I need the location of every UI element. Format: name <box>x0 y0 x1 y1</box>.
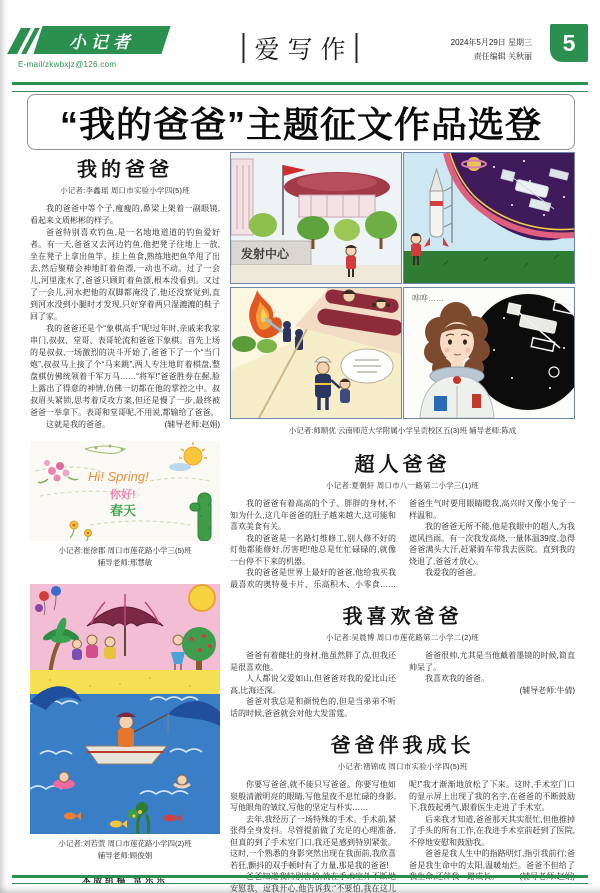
paragraph: 我的爸爸还是个“象棋高手”呢!过年时,亲戚来我家串门,叔叔、堂哥、表哥轮流和爸爸下象棋。首先上场的是叔叔,一场激烈的决斗开始了,爸爸下了一个“当门炮”,叔叔马上接了个“马来跳”,两人专注地盯着棋盘,整盘棋仿佛统领着千军万马……“将军!”爸爸胜券在握,脸上露出了得意的神情,仿佛一切都在他的掌控之中。叔叔眉头紧锁,思考着反攻方案,但还是慢了一步,最终被爸爸一举拿下。表哥和堂哥呢,不用说,都输给了爸爸。 <box>30 324 220 417</box>
comic-grid <box>230 152 575 419</box>
spring-drawing <box>30 441 220 541</box>
editor-credit: 责任编辑 关秋丽 <box>473 52 532 62</box>
teacher-credit: (辅导老师:牛倩) <box>519 685 575 695</box>
paragraph: 爸爸特别喜欢钓鱼,是一名地地道道的钓鱼爱好者。有一天,爸爸又去河边钓鱼,他把凳子往地上一放,坐在凳子上拿出鱼竿、挂上鱼食,熟练地把鱼竿甩了出去,然后聚精会神地盯着鱼漂,一动也不动。过了一会儿,河里涨水了,爸爸只顾盯着鱼漂,根本没看到。又过了一会儿,河水把他的双脚都淹没了,他还没察觉到,直到河水没到小腿时才发现,只好穿着两只湿漉漉的鞋子回了家。 <box>30 228 220 321</box>
paragraph: 爸爸有着健壮的身材,他虽然胖了点,但我还是很喜欢他。 <box>230 651 396 672</box>
spring-text-en: Hi! Spring! <box>88 469 149 484</box>
paragraph: 人人都说父爱如山,但爸爸对我的爱比山还高,比海还深。 <box>230 674 396 695</box>
section-title-text: 爱写作 <box>254 36 354 64</box>
left-column <box>30 153 220 886</box>
article-my-father <box>30 153 220 431</box>
main-headline: “我的爸爸”主题征文作品选登 <box>59 103 542 145</box>
divider-bar <box>356 33 358 63</box>
article-title: 爸爸伴我成长 <box>330 735 475 757</box>
comic-panel-firefighter <box>230 287 402 419</box>
paragraph: 后来我才知道,爸爸那天其实很忙,但他推掉了手头的所有工作,在我进手术室前赶到了医院,不停地安慰和鼓励我。 <box>409 814 575 847</box>
paragraph: 爸爸很帅,尤其是当他戴着墨镜的时候,简直帅呆了。 <box>409 651 575 672</box>
beach-drawing-figure <box>30 584 220 861</box>
article-body <box>30 203 220 431</box>
closing-line <box>30 419 220 431</box>
spring-drawing-figure <box>30 441 220 568</box>
paragraph: 我爱我的爸爸。 <box>425 568 481 577</box>
article-title: 我喜欢爸爸 <box>342 606 463 628</box>
article-body <box>230 498 575 590</box>
masthead <box>12 24 588 76</box>
comic-panel-launch-center <box>230 152 402 284</box>
article-byline: 小记者:夏朝轩 周口市八一路第二小学三(1)班 <box>326 481 479 490</box>
paragraph: 我喜欢我的爸爸。 <box>425 674 489 683</box>
article-i-like-father <box>230 600 575 719</box>
wall-text: 发射中心 <box>241 247 290 261</box>
article-superman-father <box>230 448 575 590</box>
article-title: 我的爸爸 <box>77 159 173 181</box>
article-title: 超人爸爸 <box>354 454 451 476</box>
comic-caption: 小记者:师顺优 云南师范大学附属小学呈贡校区五(3)班 辅导老师:陈成 <box>288 426 517 435</box>
footer-rule <box>12 875 588 884</box>
paragraph: 爸爸对我总是和颜悦色的,但是当弟弟不听话的时候,爸爸就会对他大发雷霆。 <box>230 697 396 718</box>
right-column <box>230 152 575 893</box>
dateline <box>451 36 532 65</box>
figure-caption: 小记者:刘若萱 周口市莲花路小学四(2)班 辅导老师:顾俊娟 <box>58 839 192 860</box>
paragraph: 爸爸是我人生中的指路明灯,指引我前行;爸爸是我生命中的太阳,温暖灿烂。爸爸不但给了我生命,还伴我一路成长。 (辅导老师:赵娟) <box>409 849 575 881</box>
spring-text-hello: 你好! <box>110 489 136 501</box>
header-rule <box>12 82 588 92</box>
page-organizer-credit: 本版组稿 常乐乐 <box>82 874 168 885</box>
teacher-credit: (辅导老师:赵娟) <box>519 872 575 881</box>
article-byline: 小记者:褚锦成 周口市实验小学四(5)班 <box>337 762 468 771</box>
beach-drawing <box>30 584 220 834</box>
spring-text-season: 春天 <box>110 503 137 518</box>
article-byline: 小记者:吴晨博 周口市莲花路第二小学二(2)班 <box>326 633 479 642</box>
sun-icon <box>189 585 215 611</box>
teacher-credit: (辅导老师:赵娟) <box>164 420 220 429</box>
masthead-title: 小记者 <box>69 32 135 52</box>
paragraph: 去年,我经历了一场特殊的手术。手术前,紧张得全身发抖。尽管提前做了充足的心理准备,但真的到了手术室门口,我还是感到特别紧张。这时,一个熟悉的身影突然出现在我面前,我欣喜若狂,颤抖的双手顿时有了力量,那是我的爸爸! <box>230 814 396 870</box>
paragraph: 爸爸知道我特别害怕,就在手术室外不断地安慰我、逗我开心,他告诉我:“不要怕,我在这儿呢!”我才渐渐地放松了下来。这时,手术室门口的显示屏上出现了我的名字,在爸爸的不断鼓励下,我鼓起勇气,跟着医生走进了手术室。 <box>230 780 575 893</box>
comic-panel-rocket-launch <box>403 152 575 284</box>
issue-date: 2024年5月29日 星期三 <box>450 38 532 47</box>
headline-box <box>27 94 575 150</box>
page-number-badge: 5 <box>550 24 588 62</box>
paragraph: 我的爸爸是一名路灯维修工,别人修不好的灯他都能修好,厉害吧!他总是忙忙碌碌的,就像一台停不下来的机器。 <box>230 533 396 566</box>
sound-effect-text: 哗哗…… <box>412 294 444 303</box>
paragraph: 我的爸爸有着高高的个子、胖胖的身材,不知为什么,这几年爸爸的肚子越来越大,这可能和喜欢美食有关。 <box>230 499 396 531</box>
speech-bubble <box>341 349 393 383</box>
closing-text: 这就是我的爸爸。 <box>46 420 110 429</box>
comic-figure <box>230 152 575 436</box>
paragraph: 我的爸爸是世界上最好的爸爸,他给我买我最喜欢的奥特曼卡片、乐高积木、小零食……爸爸生气时要用眼睛瞪我,高兴时又像小兔子一样温和。 <box>230 499 575 589</box>
article-byline: 小记者:李鑫瑶 周口市实验小学四(5)班 <box>60 186 190 195</box>
article-body <box>230 650 575 719</box>
comic-panel-astronaut <box>403 287 575 419</box>
paragraph: 我的爸爸无所不能,他是我眼中的超人,为我遮风挡雨。有一次我发高烧,一量体温39度,急得爸爸满头大汗,赶紧骑车带我去医院。直到我的烧退了,爸爸才放心。 <box>409 522 575 566</box>
section-title <box>242 30 357 66</box>
masthead-logo <box>33 26 170 54</box>
paragraph: 我的爸爸中等个子,瘦瘦的,鼻梁上架着一副眼镜,看起来文质彬彬的样子。 <box>30 204 220 225</box>
figure-caption: 小记者:崔徐郡 周口市莲花路小学三(5)班 辅导老师:邢慧敏 <box>58 546 192 567</box>
paragraph: 你要写爸爸,就不能只写爸爸。你要写他如泉般清澈明亮的眼睛,写他星夜不息忙碌的身影,写他眼角的皱纹,写他的坚定与朴实…… <box>230 780 396 812</box>
article-father-grows-with-me <box>230 729 575 893</box>
masthead-email: E-mail/zkwbxjz@126.com <box>18 60 117 69</box>
